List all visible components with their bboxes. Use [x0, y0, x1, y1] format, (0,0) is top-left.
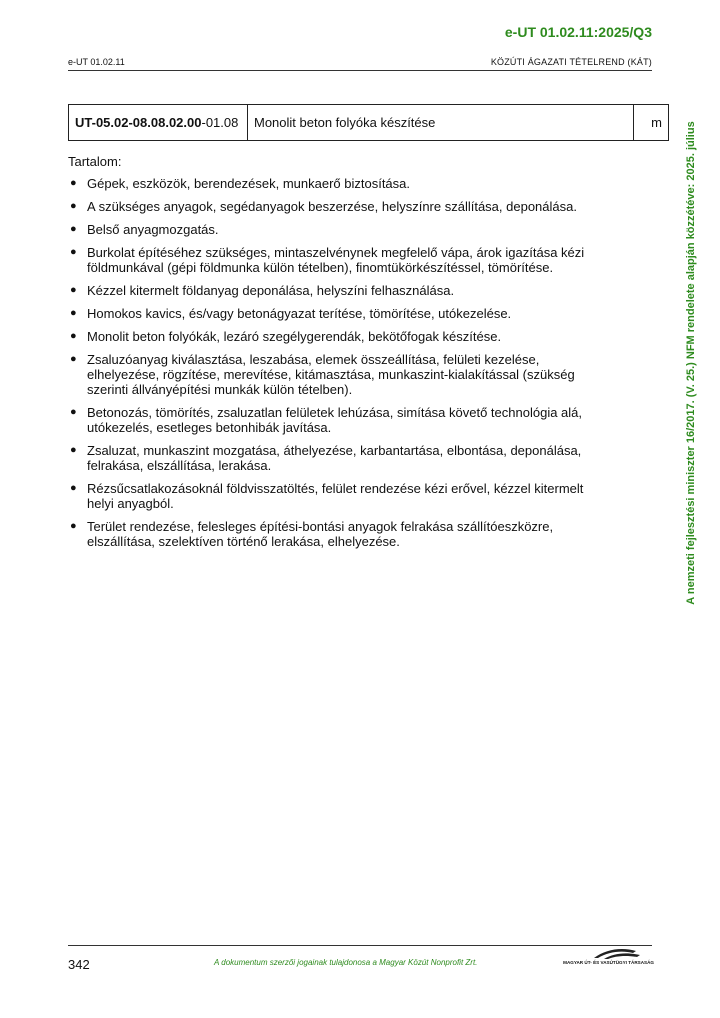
bullet-icon: ●: [70, 284, 77, 296]
list-item: ● Monolit beton folyókák, lezáró szegélygerendák, bekötőfogak készítése.: [70, 329, 502, 344]
list-item: ● Homokos kavics, és/vagy betonágyazat terítése, tömörítése, utókezelése.: [70, 306, 512, 321]
copyright-notice: A dokumentum szerzői jogainak tulajdonosa a Magyar Közút Nonprofit Zrt.: [214, 958, 478, 967]
publication-side-note: [684, 96, 698, 630]
list-item: ● Rézsűcsatlakozásoknál földvisszatöltés, felület rendezése kézi erővel, kézzel kitermelt helyi anyagból.: [70, 481, 584, 511]
item-code-cell: [69, 105, 248, 141]
item-code-suffix: -01.08: [201, 115, 239, 130]
content-heading: Tartalom:: [68, 154, 122, 169]
list-item: ● Zsaluzat, munkaszint mozgatása, áthelyezése, karbantartása, elbontása, deponálása, felrakása, elszállítása, lerakása.: [70, 443, 582, 473]
list-item: ● Belső anyagmozgatás.: [70, 222, 219, 237]
bullet-icon: ●: [70, 482, 77, 494]
item-code-bold: UT-05.02-08.08.02.00: [75, 115, 202, 130]
bullet-icon: ●: [70, 200, 77, 212]
list-item: ● Betonozás, tömörítés, zsaluzatlan felületek lehúzása, simítása követő technológia alá, utókezelés, esetleges betonhibák javítása.: [70, 405, 583, 435]
bullet-icon: ●: [70, 177, 77, 189]
list-item: ● A szükséges anyagok, segédanyagok beszerzése, helyszínre szállítása, deponálása.: [70, 199, 577, 214]
list-item: ● Terület rendezése, felesleges építési-bontási anyagok felrakása szállítóeszközre, elszállítása, szelektíven történő lerakása, elhelyezése.: [70, 519, 554, 549]
bullet-icon: ●: [70, 246, 77, 258]
list-item: ● Zsaluzóanyag kiválasztása, leszabása, elemek összeállítása, felületi kezelése, elhelyezése, rögzítése, merevítése, kitámasztása, munkaszint-kialakítással (szükség szerinti állványépítési munkák külön tételben).: [70, 352, 575, 397]
list-item: ● Gépek, eszközök, berendezések, munkaerő biztosítása.: [70, 176, 411, 191]
road-swoosh-icon: [560, 946, 654, 960]
society-logo: [560, 946, 654, 970]
side-note-text: A nemzeti fejlesztési miniszter 16/2017. (V. 25.) NFM rendelete alapján közzétéve: 2025. július: [685, 121, 697, 605]
bullet-icon: ●: [70, 223, 77, 235]
document-code-title: e-UT 01.02.11:2025/Q3: [504, 24, 652, 40]
list-item: ● Burkolat építéséhez szükséges, mintaszelvénynek megfelelő vápa, árok igazítása kézi földmunkával (gépi földmunka külön tételben), finomtükörkészítéssel, tömörítése.: [70, 245, 585, 275]
running-header-left: e-UT 01.02.11: [68, 57, 125, 67]
bullet-icon: ●: [70, 353, 77, 365]
item-table: [68, 104, 669, 141]
item-description: Monolit beton folyóka készítése: [248, 105, 634, 141]
item-unit: m: [634, 105, 669, 141]
bullet-icon: ●: [70, 330, 77, 342]
logo-text: MAGYAR ÚT- ÉS VASÚTÜGYI TÁRSASÁG: [563, 960, 654, 965]
list-item: ● Kézzel kitermelt földanyag deponálása, helyszíni felhasználása.: [70, 283, 455, 298]
bullet-icon: ●: [70, 406, 77, 418]
running-header-right: KÖZÚTI ÁGAZATI TÉTELREND (KÁT): [490, 57, 652, 67]
content-list: [68, 176, 608, 557]
bullet-icon: ●: [70, 444, 77, 456]
item-row: [69, 105, 669, 141]
bullet-icon: ●: [70, 307, 77, 319]
running-header: [68, 57, 652, 71]
bullet-icon: ●: [70, 520, 77, 532]
page-number: 342: [68, 957, 90, 972]
